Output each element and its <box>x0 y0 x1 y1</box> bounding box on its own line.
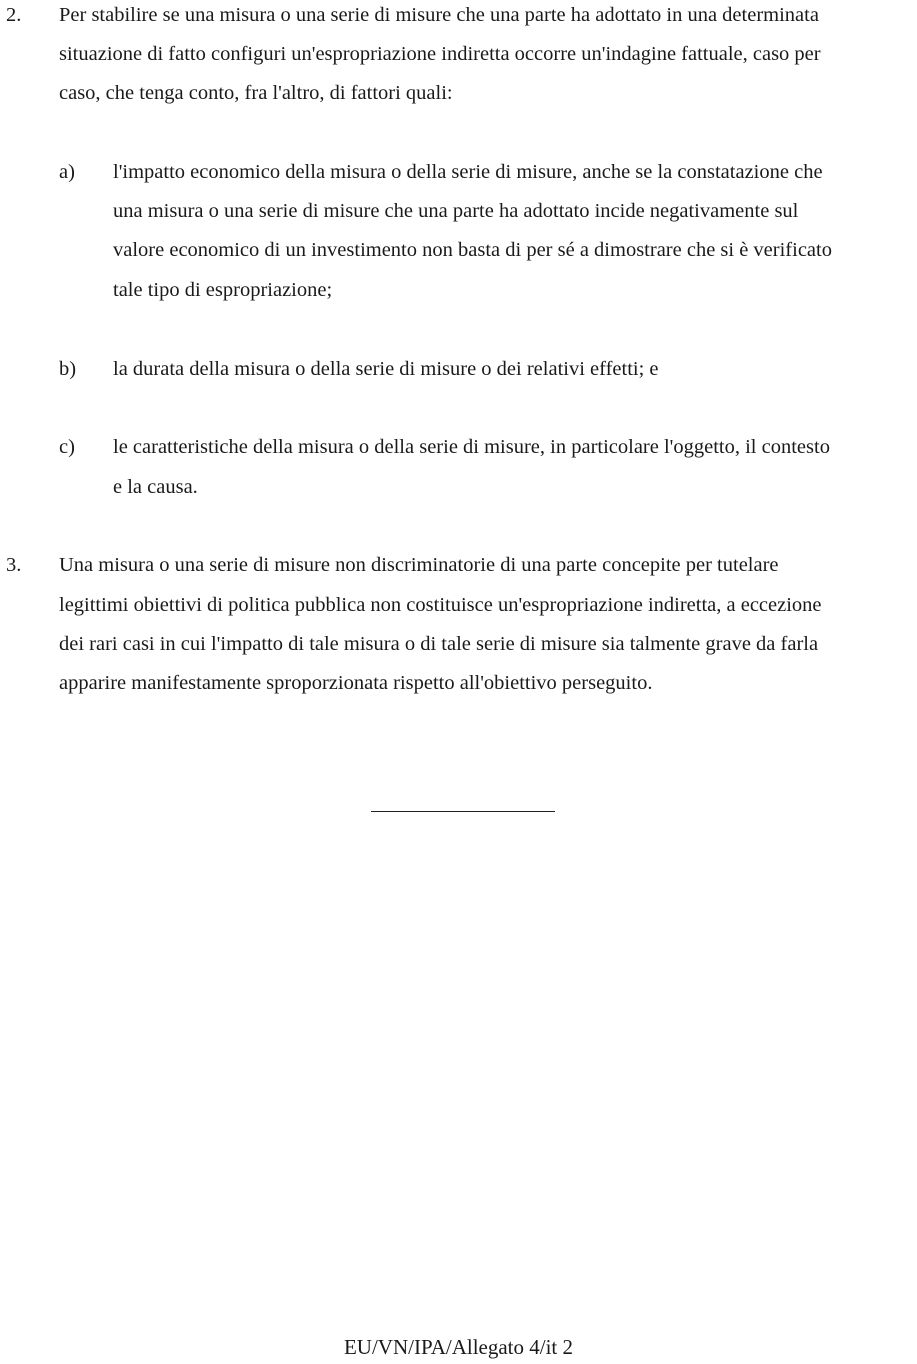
item-line: tale tipo di espropriazione; <box>113 279 333 301</box>
item-line: e la causa. <box>113 476 198 498</box>
item-label: a) <box>59 161 75 183</box>
paragraph-line: apparire manifestamente sproporzionata rispetto all'obiettivo perseguito. <box>59 672 653 694</box>
paragraph-line: situazione di fatto configuri un'espropriazione indiretta occorre un'indagine fattuale, caso per <box>59 43 821 65</box>
item-line: la durata della misura o della serie di misure o dei relativi effetti; e <box>113 358 659 380</box>
item-label: c) <box>59 436 75 458</box>
item-line: una misura o una serie di misure che una parte ha adottato incide negativamente sul <box>113 200 799 222</box>
paragraph-line: Per stabilire se una misura o una serie di misure che una parte ha adottato in una determinata <box>59 4 819 26</box>
item-label: b) <box>59 358 77 380</box>
paragraph-line: Una misura o una serie di misure non discriminatorie di una parte concepite per tutelare <box>59 554 779 576</box>
paragraph-line: caso, che tenga conto, fra l'altro, di fattori quali: <box>59 82 453 104</box>
paragraph-line: legittimi obiettivi di politica pubblica non costituisce un'espropriazione indiretta, a eccezione <box>59 594 822 616</box>
item-line: le caratteristiche della misura o della serie di misure, in particolare l'oggetto, il contesto <box>113 436 830 458</box>
paragraph-number: 2. <box>6 4 22 26</box>
end-rule-divider <box>371 811 555 812</box>
page-footer: EU/VN/IPA/Allegato 4/it 2 <box>343 1335 574 1359</box>
item-line: l'impatto economico della misura o della serie di misure, anche se la constatazione che <box>113 161 823 183</box>
paragraph-line: dei rari casi in cui l'impatto di tale misura o di tale serie di misure sia talmente grave da farla <box>59 633 819 655</box>
paragraph-number: 3. <box>6 554 22 576</box>
item-line: valore economico di un investimento non basta di per sé a dimostrare che si è verificato <box>113 239 832 261</box>
